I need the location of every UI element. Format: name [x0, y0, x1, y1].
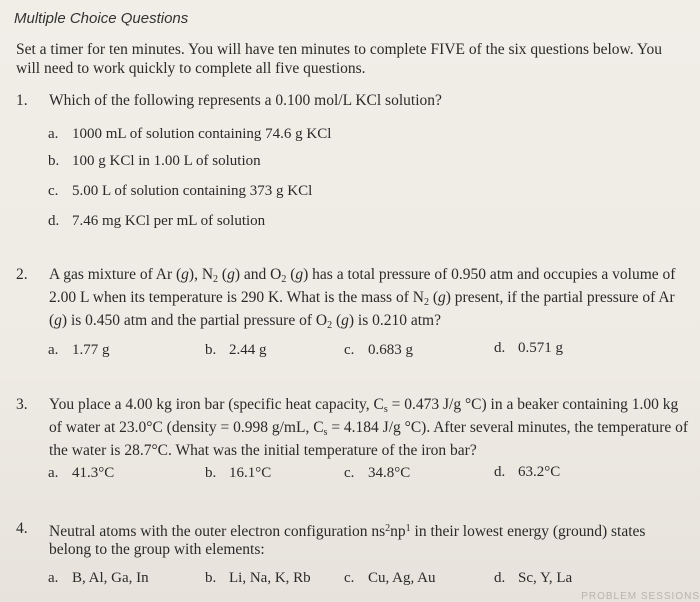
question-4 — [16, 520, 691, 559]
option-text: 0.683 g — [368, 342, 413, 358]
option-letter: b. — [205, 465, 217, 481]
option-letter: a. — [48, 465, 59, 481]
question-3 — [16, 396, 691, 460]
option-4d[interactable] — [494, 570, 572, 587]
option-text: 63.2°C — [518, 464, 561, 480]
option-letter: b. — [48, 153, 60, 169]
option-letter: d. — [494, 570, 506, 586]
option-2b[interactable] — [205, 342, 267, 359]
question-number: 4. — [16, 520, 28, 537]
question-number: 2. — [16, 266, 28, 283]
option-4c[interactable] — [344, 570, 436, 587]
option-text: 5.00 L of solution containing 373 g KCl — [72, 183, 313, 199]
option-letter: b. — [205, 342, 217, 358]
option-text: 2.44 g — [229, 342, 267, 358]
option-1a[interactable] — [48, 126, 331, 143]
question-text: Which of the following represents a 0.100 mol/L KCl solution? — [49, 92, 442, 109]
option-letter: d. — [494, 340, 506, 356]
option-letter: b. — [205, 570, 217, 586]
option-letter: d. — [48, 213, 60, 229]
option-1c[interactable] — [48, 183, 312, 200]
question-2 — [16, 266, 691, 335]
option-letter: d. — [494, 464, 506, 480]
page-title: Multiple Choice Questions — [14, 10, 189, 27]
question-text: Neutral atoms with the outer electron configuration $ns^2np^1$ in their lowest energy (ground) states belong to the group with elements: — [49, 523, 646, 558]
option-text: 0.571 g — [518, 340, 563, 356]
option-text: 100 g KCl in 1.00 L of solution — [72, 153, 261, 169]
option-text: 1.77 g — [72, 342, 110, 358]
option-text: Cu, Ag, Au — [368, 570, 436, 586]
option-3c[interactable] — [344, 465, 410, 482]
option-letter: a. — [48, 126, 59, 142]
question-number: 3. — [16, 396, 28, 413]
option-3d[interactable] — [494, 464, 560, 481]
option-text: Li, Na, K, Rb — [229, 570, 311, 586]
question-1 — [16, 92, 691, 110]
option-text: 41.3°C — [72, 465, 115, 481]
option-text: 1000 mL of solution containing 74.6 g KCl — [72, 126, 332, 142]
option-text: B, Al, Ga, In — [72, 570, 149, 586]
option-2d[interactable] — [494, 340, 563, 357]
question-text: You place a 4.00 kg iron bar (specific heat capacity, $C_s = 0.473$ J/g °C) in a beaker containing 1.00 kg of water at 23.0°C (density = 0.998 g/mL, $C_s = 4.184$ J/g °C). After several minutes, the temperature of the water is 28.7°C. What was the initial temperature of the iron bar? — [49, 396, 689, 459]
option-letter: c. — [344, 342, 355, 358]
option-text: 7.46 mg KCl per mL of solution — [72, 213, 266, 229]
option-4a[interactable] — [48, 570, 149, 587]
option-text: 16.1°C — [229, 465, 272, 481]
option-text: Sc, Y, La — [518, 570, 573, 586]
option-3b[interactable] — [205, 465, 271, 482]
option-letter: c. — [344, 570, 355, 586]
option-letter: c. — [344, 465, 355, 481]
option-letter: a. — [48, 342, 59, 358]
footer-stamp: PROBLEM SESSIONS — [581, 591, 700, 602]
instructions: Set a timer for ten minutes. You will have ten minutes to complete FIVE of the six questions below. You will need to work quickly to complete all five questions. — [16, 41, 663, 77]
option-letter: a. — [48, 570, 59, 586]
option-letter: c. — [48, 183, 59, 199]
question-text: A gas mixture of Ar (g), $N_2$ (g) and $O_2$ (g) has a total pressure of 0.950 atm and occupies a volume of 2.00 L when its temperature is 290 K. What is the mass of $N_2$ (g) present, if the partial pressure of Ar (g) is 0.450 atm and the partial pressure of $O_2$ (g) is 0.210 atm? — [49, 266, 676, 331]
option-2a[interactable] — [48, 342, 110, 359]
option-3a[interactable] — [48, 465, 114, 482]
option-2c[interactable] — [344, 342, 413, 359]
option-text: 34.8°C — [368, 465, 411, 481]
question-number: 1. — [16, 92, 28, 109]
option-4b[interactable] — [205, 570, 311, 587]
option-1d[interactable] — [48, 213, 265, 230]
option-1b[interactable] — [48, 153, 261, 170]
